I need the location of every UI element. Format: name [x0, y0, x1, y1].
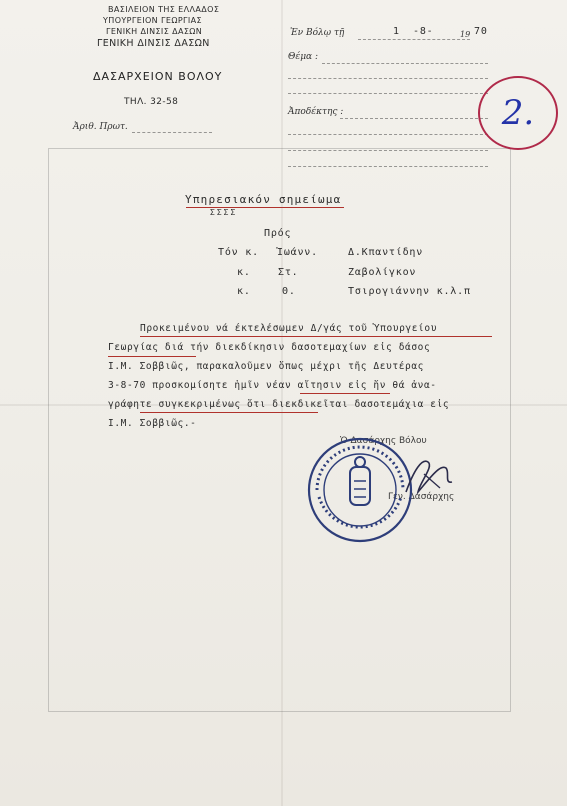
recipient-1-initial: Ἰωάνν. [277, 247, 318, 258]
letterhead-division: ΓΕΝΙΚΗ ΔΙΝΣΙΣ ΔΑΣΩΝ [97, 38, 210, 49]
letterhead-office: ΔΑΣΑΡΧΕΙΟΝ ΒΟΛΟΥ [93, 70, 223, 83]
recipient-3-name: Τσιρογιάννην κ.λ.π [348, 286, 471, 297]
margin-number: 2. [501, 93, 535, 133]
recipient-line-2 [288, 134, 488, 135]
date-year-prefix: 19 [460, 30, 471, 39]
letterhead-phone: ΤΗΛ. 32-58 [124, 97, 179, 107]
subject-line-1 [322, 63, 488, 64]
handwritten-signature [400, 452, 460, 502]
letterhead-kingdom: ΒΑΣΙΛΕΙΟΝ ΤΗΣ ΕΛΛΑΔΟΣ [108, 5, 220, 14]
body-line-1: Προκειμένου νά έκτελέσωμεν Δ/γάς τοῦ Ὑπουργείου [140, 323, 438, 334]
to-label: Πρός [264, 228, 292, 239]
subject-line-2 [288, 78, 488, 79]
date-year: 70 [474, 26, 488, 37]
date-line [358, 39, 470, 40]
handwritten-circled-number [478, 76, 558, 150]
recipient-label: Ἀποδέκτης : [288, 107, 344, 117]
recipient-line-3 [288, 150, 488, 151]
body-line-2: Γεωργίας διά τήν διεκδίκησιν δασοτεμαχίων εἰς δάσος [108, 342, 431, 353]
date-month: -8- [413, 26, 434, 37]
body-line-3: Ι.Μ. Σοββιῶς, παρακαλοῦμεν ὅπως μέχρι τῆς Δευτέρας [108, 361, 424, 372]
protocol-number-line [132, 132, 212, 133]
signature-role: Γεν. Δασάρχης [388, 492, 455, 502]
title-mark: ΣΣΣΣ [210, 208, 238, 217]
recipient-2-name: Ζαβολίγκον [348, 267, 417, 278]
red-underline-1 [140, 336, 492, 337]
protocol-number-label: Ἀριθ. Πρωτ. [73, 122, 128, 132]
subject-line-3 [288, 93, 488, 94]
date-day: 1 [393, 26, 400, 37]
recipient-3-prefix: κ. [237, 286, 251, 297]
body-line-4: 3-8-70 προσκομίσητε ἡμῖν νέαν αἴτησιν εἰς ἥν θά ἀνα- [108, 380, 437, 391]
recipient-2-prefix: κ. [237, 267, 251, 278]
date-place-label: Ἐν Βόλῳ τῇ [290, 28, 345, 38]
signature-office: Ὁ Δασάρχης Βόλου [340, 436, 427, 446]
recipient-3-initial: Θ. [282, 286, 296, 297]
recipient-2-initial: Στ. [278, 267, 299, 278]
recipient-line-1 [340, 118, 488, 119]
recipient-1-prefix: Τόν κ. [218, 247, 259, 258]
document-title: Υπηρεσιακόν σημείωμα [185, 193, 342, 206]
red-underline-4 [140, 412, 318, 413]
recipient-1-name: Δ.Κπαντίδην [348, 247, 424, 258]
letterhead-ministry: ΥΠΟΥΡΓΕΙΟΝ ΓΕΩΡΓΙΑΣ [103, 16, 202, 25]
red-underline-2 [108, 356, 196, 357]
body-line-5: γράφητε συγκεκριμένως ὅτι διεκδικεῖται δασοτεμάχια εἰς [108, 399, 450, 410]
red-underline-3 [300, 393, 390, 394]
subject-label: Θέμα : [288, 52, 319, 62]
recipient-line-4 [288, 166, 488, 167]
official-seal-stamp [305, 435, 415, 545]
letterhead-directorate: ΓΕΝΙΚΗ ΔΙΝΣΙΣ ΔΑΣΩΝ [106, 27, 203, 36]
body-line-6: Ι.Μ. Σοββιῶς.- [108, 418, 197, 429]
